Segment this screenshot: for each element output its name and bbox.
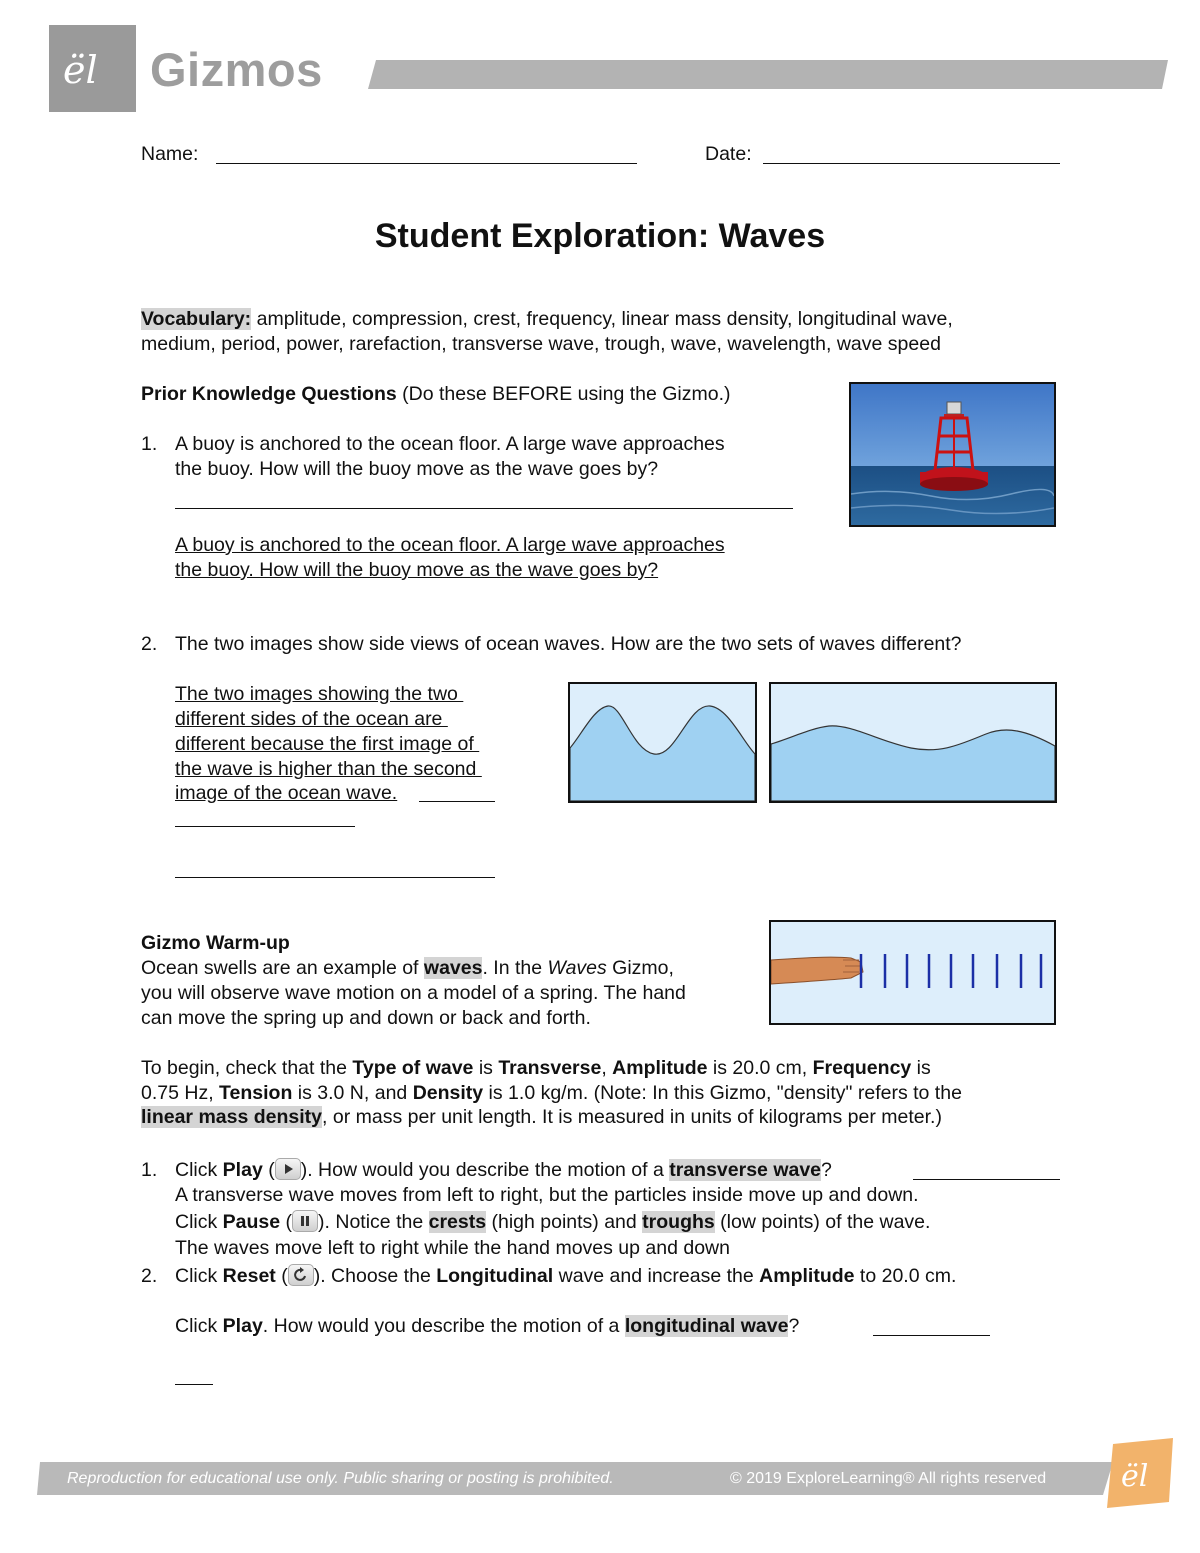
warmup-q1-pause-line: Click Pause ( ). Notice the crests (high points) and troughs (low points) of the wave.	[175, 1211, 931, 1233]
warmup-q1-answer[interactable]: A transverse wave moves from left to right, but the particles inside move up and down.	[175, 1184, 919, 1206]
prior-q1-answer-line2[interactable]: the buoy. How will the buoy move as the wave goes by?	[175, 559, 659, 581]
warmup-q2-play-line: Click Play. How would you describe the motion of a longitudinal wave?	[175, 1315, 800, 1337]
warmup-q2-answer-blank[interactable]	[873, 1335, 990, 1336]
vocabulary-line-2: medium, period, power, rarefaction, transverse wave, trough, wave, wavelength, wave speed	[141, 333, 941, 355]
prior-q2-answer-line3[interactable]: different because the first image of	[175, 733, 480, 755]
warmup-heading: Gizmo Warm-up	[141, 932, 290, 954]
warmup-q2: 2. Click Reset ( ). Choose the Longitudinal wave and increase the Amplitude to 20.0 cm.	[141, 1265, 957, 1287]
footer-notice: Reproduction for educational use only. Public sharing or posting is prohibited.	[67, 1470, 614, 1487]
date-field[interactable]	[763, 163, 1060, 164]
warmup-q1-answer-blank[interactable]	[913, 1179, 1060, 1180]
prior-q2-answer-blank-1[interactable]	[175, 826, 355, 827]
brand-name: Gizmos	[150, 43, 323, 96]
prior-q2-answer-line5[interactable]: image of the ocean wave.	[175, 782, 398, 804]
vocabulary-line-1: Vocabulary: amplitude, compression, crest, frequency, linear mass density, longitudinal wave,	[141, 308, 953, 330]
warmup-p1-line2: you will observe wave motion on a model of a spring. The hand	[141, 982, 686, 1004]
page-title: Student Exploration: Waves	[374, 217, 826, 255]
explorelearning-logo	[49, 25, 136, 112]
warmup-p1-line3: can move the spring up and down or back and forth.	[141, 1007, 591, 1029]
warmup-q2-answer-blank-2[interactable]	[175, 1384, 213, 1385]
warmup-p1-line1: Ocean swells are an example of waves. In the Waves Gizmo,	[141, 957, 674, 979]
play-icon	[275, 1158, 301, 1180]
vocabulary-label: Vocabulary:	[141, 308, 252, 330]
name-label: Name:	[141, 143, 199, 165]
warmup-q1: 1. Click Play ( ). How would you describe the motion of a transverse wave?	[141, 1159, 832, 1181]
prior-q1-line2: the buoy. How will the buoy move as the wave goes by?	[175, 458, 659, 480]
prior-q2: 2. The two images show side views of ocean waves. How are the two sets of waves different?	[141, 633, 962, 655]
pause-icon	[292, 1210, 318, 1232]
prior-q1: 1. A buoy is anchored to the ocean floor. A large wave approaches	[141, 433, 725, 455]
prior-q2-answer-tail	[419, 801, 495, 802]
prior-q1-answer-line1[interactable]: A buoy is anchored to the ocean floor. A large wave approaches	[175, 534, 725, 556]
prior-q2-answer-line2[interactable]: different sides of the ocean are	[175, 708, 448, 730]
warmup-p2-line3: linear mass density, or mass per unit length. It is measured in units of kilograms per meter.)	[141, 1106, 942, 1128]
tall-waves-image	[568, 682, 757, 803]
warmup-p2-line2: 0.75 Hz, Tension is 3.0 N, and Density is 1.0 kg/m. (Note: In this Gizmo, "density" refers to the	[141, 1082, 962, 1104]
prior-knowledge-heading: Prior Knowledge Questions (Do these BEFORE using the Gizmo.)	[141, 383, 731, 405]
prior-q2-answer-line4[interactable]: the wave is higher than the second	[175, 758, 482, 780]
prior-q1-answer-blank[interactable]	[175, 508, 793, 509]
warmup-p2-line1: To begin, check that the Type of wave is Transverse, Amplitude is 20.0 cm, Frequency is	[141, 1057, 931, 1079]
gentle-waves-image	[769, 682, 1057, 803]
footer-copyright: © 2019 ExploreLearning® All rights reserved	[730, 1470, 1047, 1487]
svg-text:ël: ël	[1121, 1459, 1149, 1494]
hand-spring-image	[769, 920, 1056, 1025]
prior-q2-answer-blank-2[interactable]	[175, 877, 495, 878]
date-label: Date:	[705, 143, 752, 165]
buoy-image	[849, 382, 1056, 527]
name-field[interactable]	[216, 163, 637, 164]
reset-icon	[288, 1264, 314, 1286]
header-bar	[368, 60, 1168, 89]
svg-text:ël: ël	[63, 48, 98, 92]
explorelearning-footer-logo	[1103, 1436, 1179, 1512]
warmup-q1-answer-2[interactable]: The waves move left to right while the hand moves up and down	[175, 1237, 730, 1259]
prior-q2-answer-line1[interactable]: The two images showing the two	[175, 683, 464, 705]
